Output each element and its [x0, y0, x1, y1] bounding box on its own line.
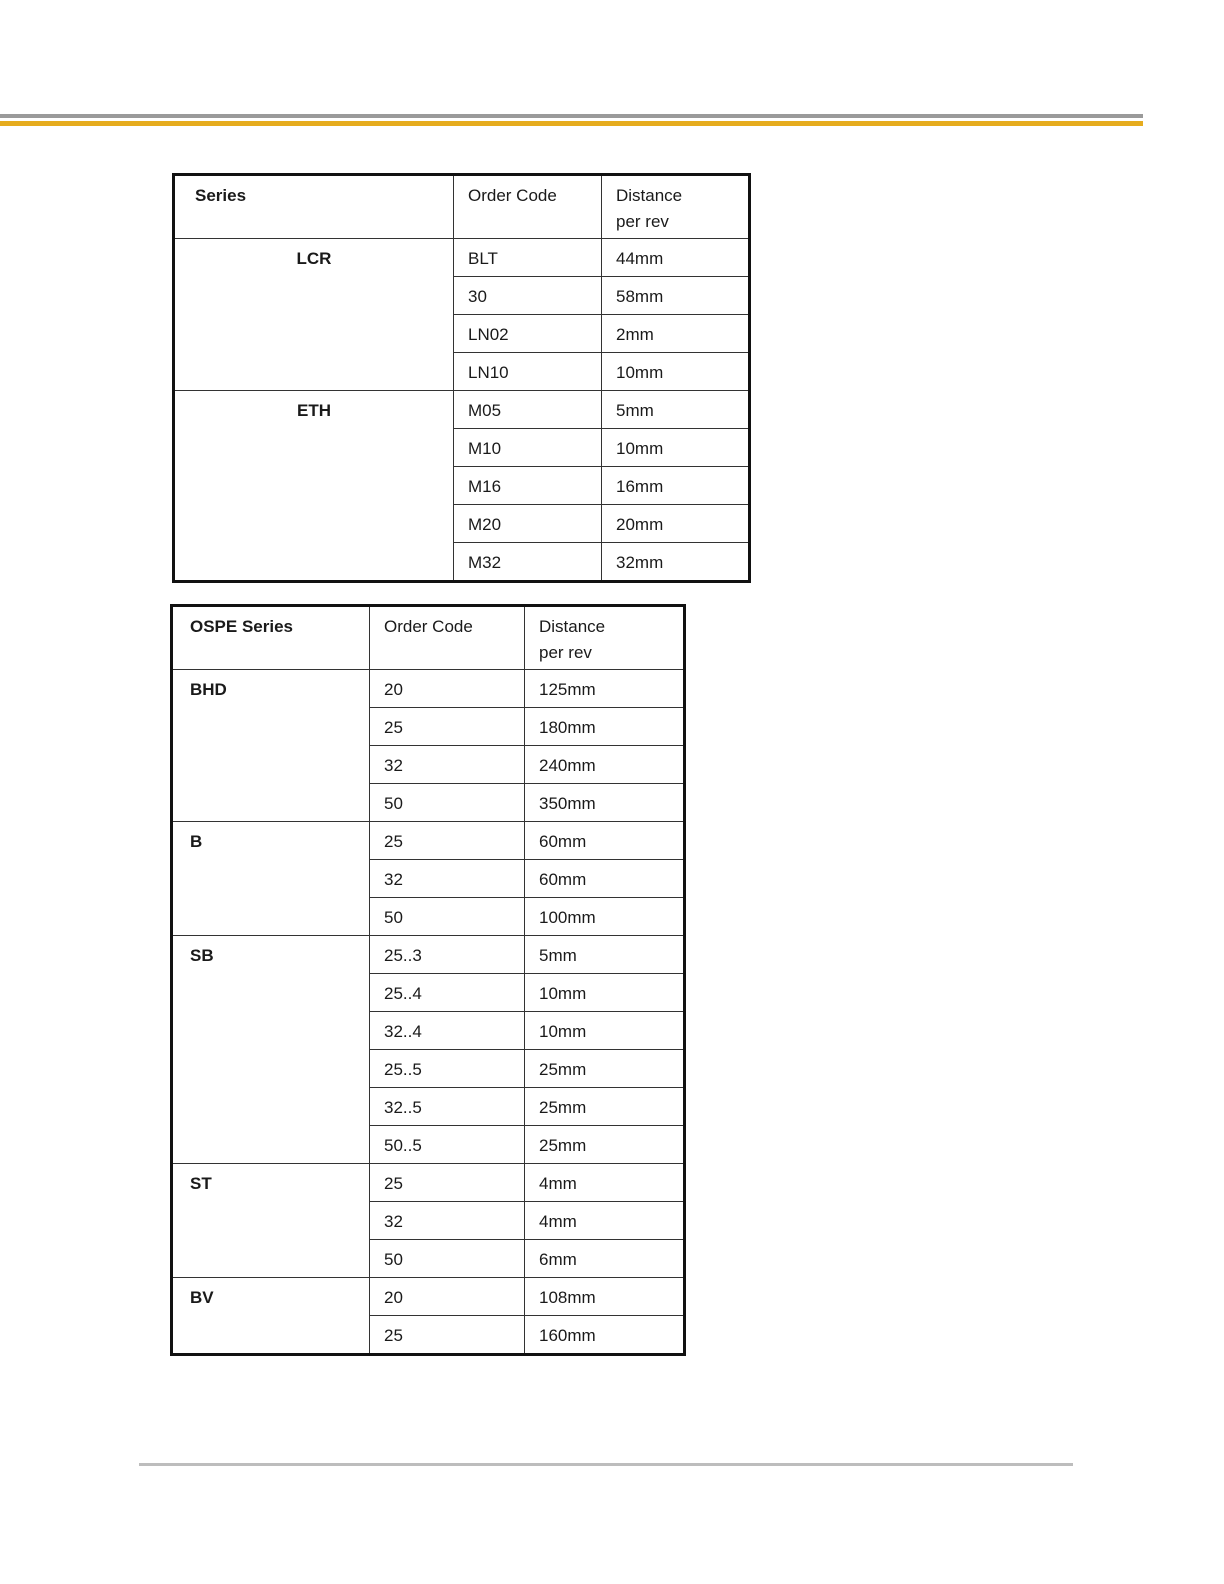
- order-code-cell: 20: [370, 1278, 525, 1316]
- distance-cell: 350mm: [525, 784, 685, 822]
- distance-cell: 10mm: [525, 1012, 685, 1050]
- header-distance-line2: per rev: [616, 212, 669, 231]
- order-code-cell: 32: [370, 860, 525, 898]
- order-code-cell: 30: [454, 277, 602, 315]
- order-code-cell: M16: [454, 467, 602, 505]
- distance-cell: 180mm: [525, 708, 685, 746]
- distance-cell: 125mm: [525, 670, 685, 708]
- series-cell: BV: [172, 1278, 370, 1355]
- order-code-cell: 50: [370, 1240, 525, 1278]
- series-cell: SB: [172, 936, 370, 1164]
- order-code-cell: LN02: [454, 315, 602, 353]
- distance-cell: 16mm: [602, 467, 750, 505]
- order-code-cell: 50: [370, 898, 525, 936]
- table-row: [174, 391, 750, 429]
- header-ospe-series: OSPE Series: [172, 606, 370, 670]
- order-code-cell: M10: [454, 429, 602, 467]
- header-rule-gold: [0, 121, 1143, 126]
- table-header-row: [172, 606, 685, 670]
- distance-cell: 2mm: [602, 315, 750, 353]
- order-code-cell: BLT: [454, 239, 602, 277]
- series-cell: LCR: [174, 239, 454, 391]
- distance-cell: 4mm: [525, 1202, 685, 1240]
- distance-cell: 10mm: [602, 353, 750, 391]
- order-code-cell: 25..3: [370, 936, 525, 974]
- order-code-cell: M05: [454, 391, 602, 429]
- order-code-cell: 50..5: [370, 1126, 525, 1164]
- distance-cell: 10mm: [525, 974, 685, 1012]
- series-cell: B: [172, 822, 370, 936]
- header-order-code: Order Code: [454, 175, 602, 239]
- order-code-cell: M20: [454, 505, 602, 543]
- order-code-cell: 32: [370, 1202, 525, 1240]
- footer-rule: [139, 1463, 1073, 1466]
- header-order-code: Order Code: [370, 606, 525, 670]
- header-series: Series: [174, 175, 454, 239]
- order-code-cell: 32..5: [370, 1088, 525, 1126]
- distance-cell: 10mm: [602, 429, 750, 467]
- order-code-cell: 25: [370, 1164, 525, 1202]
- order-code-cell: 25..4: [370, 974, 525, 1012]
- distance-cell: 20mm: [602, 505, 750, 543]
- order-code-cell: 32..4: [370, 1012, 525, 1050]
- distance-cell: 240mm: [525, 746, 685, 784]
- distance-cell: 60mm: [525, 860, 685, 898]
- series-cell: BHD: [172, 670, 370, 822]
- table-row: [172, 670, 685, 708]
- order-code-cell: 32: [370, 746, 525, 784]
- distance-cell: 100mm: [525, 898, 685, 936]
- header-distance-line1: Distance: [616, 186, 683, 205]
- order-code-cell: 20: [370, 670, 525, 708]
- distance-cell: 25mm: [525, 1088, 685, 1126]
- distance-cell: 6mm: [525, 1240, 685, 1278]
- series-order-code-table: [172, 173, 751, 583]
- distance-cell: 25mm: [525, 1126, 685, 1164]
- distance-cell: 108mm: [525, 1278, 685, 1316]
- order-code-cell: 25: [370, 708, 525, 746]
- order-code-cell: 50: [370, 784, 525, 822]
- order-code-cell: 25: [370, 1316, 525, 1355]
- distance-cell: 58mm: [602, 277, 750, 315]
- table-row: [172, 822, 685, 860]
- distance-cell: 5mm: [525, 936, 685, 974]
- header-distance-per-rev: [602, 175, 750, 239]
- table-header-row: [174, 175, 750, 239]
- ospe-series-table: [170, 604, 686, 1356]
- distance-cell: 32mm: [602, 543, 750, 582]
- order-code-cell: 25..5: [370, 1050, 525, 1088]
- table-row: [172, 1164, 685, 1202]
- header-distance-line1: Distance: [539, 617, 606, 636]
- header-distance-line2: per rev: [539, 643, 592, 662]
- order-code-cell: 25: [370, 822, 525, 860]
- header-distance-per-rev: [525, 606, 685, 670]
- table-row: [172, 1278, 685, 1316]
- order-code-cell: LN10: [454, 353, 602, 391]
- table-row: [172, 936, 685, 974]
- distance-cell: 44mm: [602, 239, 750, 277]
- distance-cell: 25mm: [525, 1050, 685, 1088]
- distance-cell: 5mm: [602, 391, 750, 429]
- series-cell: ETH: [174, 391, 454, 582]
- distance-cell: 4mm: [525, 1164, 685, 1202]
- header-rule-gray: [0, 114, 1143, 118]
- series-cell: ST: [172, 1164, 370, 1278]
- distance-cell: 160mm: [525, 1316, 685, 1355]
- table-row: [174, 239, 750, 277]
- distance-cell: 60mm: [525, 822, 685, 860]
- order-code-cell: M32: [454, 543, 602, 582]
